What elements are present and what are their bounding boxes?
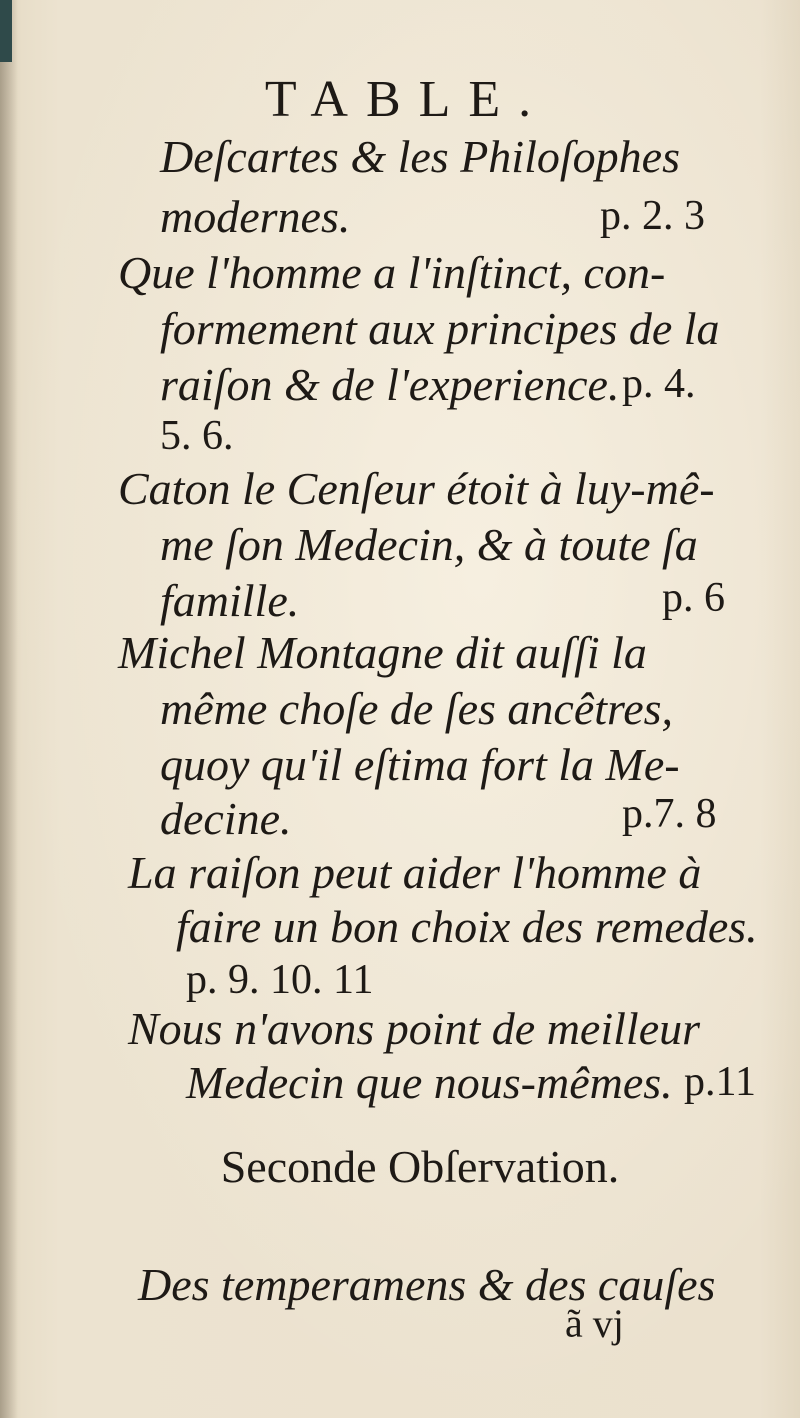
entry-5-line-1: La raiſon peut aider l'homme à [128,847,702,898]
entry-4-pages: p.7. 8 [622,791,717,837]
entry-6-line-1: Nous n'avons point de meilleur [128,1003,701,1054]
entry-1-line-1: Deſcartes & les Philoſophes [160,131,680,182]
entry-5-pages: p. 9. 10. 11 [186,957,374,1003]
entry-4-line-2: même choſe de ſes ancêtres, [160,683,674,734]
page-heading: TABLE. [264,71,550,128]
entry-2-line-2: formement aux principes de la [160,303,720,354]
entry-3-line-2: me ſon Medecin, & à toute ſa [160,519,698,570]
entry-2-pages: p. 4. [622,361,696,407]
entry-5-line-2: faire un bon choix des remedes. [176,901,758,952]
entry-4-line-1: Michel Montagne dit auſſi la [118,627,647,678]
entry-1-line-2: modernes. [160,191,351,242]
binding-shadow [0,0,18,1418]
entry-2-line-1: Que l'homme a l'inſtinct, con- [118,247,666,298]
binding-mark [0,0,12,62]
entry-6-pages: p.11 [684,1059,756,1105]
entry-3-line-1: Caton le Cenſeur étoit à luy-mê- [118,463,715,514]
section-title: Seconde Obſervation. [220,1141,620,1192]
entry-1-pages: p. 2. 3 [600,193,705,239]
entry-2-line-3: raiſon & de l'experience. [160,359,620,410]
next-entry: Des temperamens & des cauſes [138,1259,716,1310]
entry-6-line-2: Medecin que nous-mêmes. [186,1057,673,1108]
signature-mark: ã vj [565,1301,624,1346]
entry-3-line-3: famille. [160,575,300,626]
entry-4-line-4: decine. [160,793,292,844]
entry-3-pages: p. 6 [662,575,725,621]
entry-2-pages-continued: 5. 6. [160,413,234,459]
entry-4-line-3: quoy qu'il eſtima fort la Me- [160,739,680,790]
